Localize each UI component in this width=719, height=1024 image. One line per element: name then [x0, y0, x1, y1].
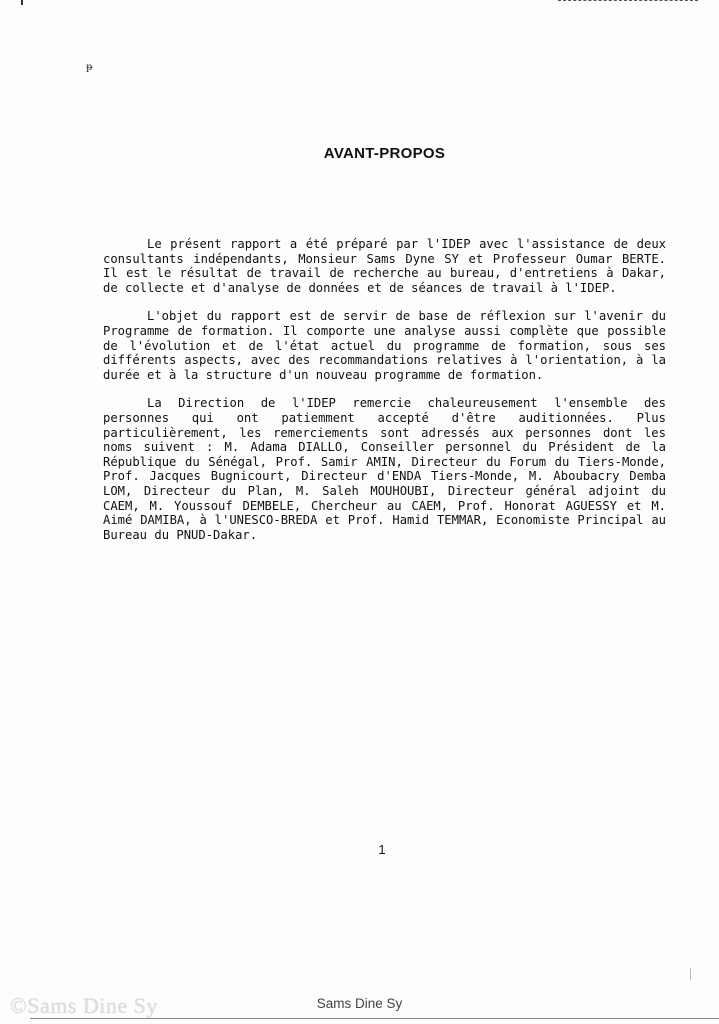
paragraph: La Direction de l'IDEP remercie chaleureusement l'ensemble des personnes qui ont patiemment accepté d'être auditionnées. Plus particulièrement, les remerciements sont adressés aux personnes dont les noms suivent : M. Adama DIALLO, Conseiller personnel du Président de la République du Sénégal, Prof. Samir AMIN, Directeur du Forum du Tiers-Monde, Prof. Jacques Bugnicourt, Directeur d'ENDA Tiers-Monde, M. Aboubacry Demba LOM, Directeur du Plan, M. Saleh MOUHOUBI, Directeur général adjoint du CAEM, M. Youssouf DEMBELE, Chercheur au CAEM, Prof. Honorat AGUESSY et M. Aimé DAMIBA, à l'UNESCO-BREDA et Prof. Hamid TEMMAR, Economiste Principal au Bureau du PNUD-Dakar. [103, 396, 666, 542]
bottom-rule [30, 1018, 719, 1020]
page-number: 1 [378, 842, 386, 857]
paragraph: Le présent rapport a été préparé par l'IDEP avec l'assistance de deux consultants indépendants, Monsieur Sams Dyne SY et Professeur Oumar BERTE. Il est le résultat de travail de recherche au bureau, d'entretiens à Dakar, de collecte et d'analyse de données et de séances de travail à l'IDEP. [103, 237, 666, 295]
scan-edge-mark [690, 968, 691, 980]
scan-edge-mark [21, 0, 23, 5]
paragraph: L'objet du rapport est de servir de base de réflexion sur l'avenir du Programme de formation. Il comporte une analyse aussi complète que possible de l'évolution et de l'état actuel du programme de formation, sous ses différents aspects, avec des recommandations relatives à l'orientation, à la durée et à la structure d'un nouveau programme de formation. [103, 309, 666, 382]
footer-credit: Sams Dine Sy [316, 996, 403, 1011]
document-body [103, 237, 666, 556]
stray-scan-mark: ᵽ [86, 62, 93, 73]
page-title: AVANT-PROPOS [323, 145, 446, 162]
scan-edge-mark [558, 0, 698, 3]
watermark: ©Sams Dine Sy [10, 993, 158, 1018]
